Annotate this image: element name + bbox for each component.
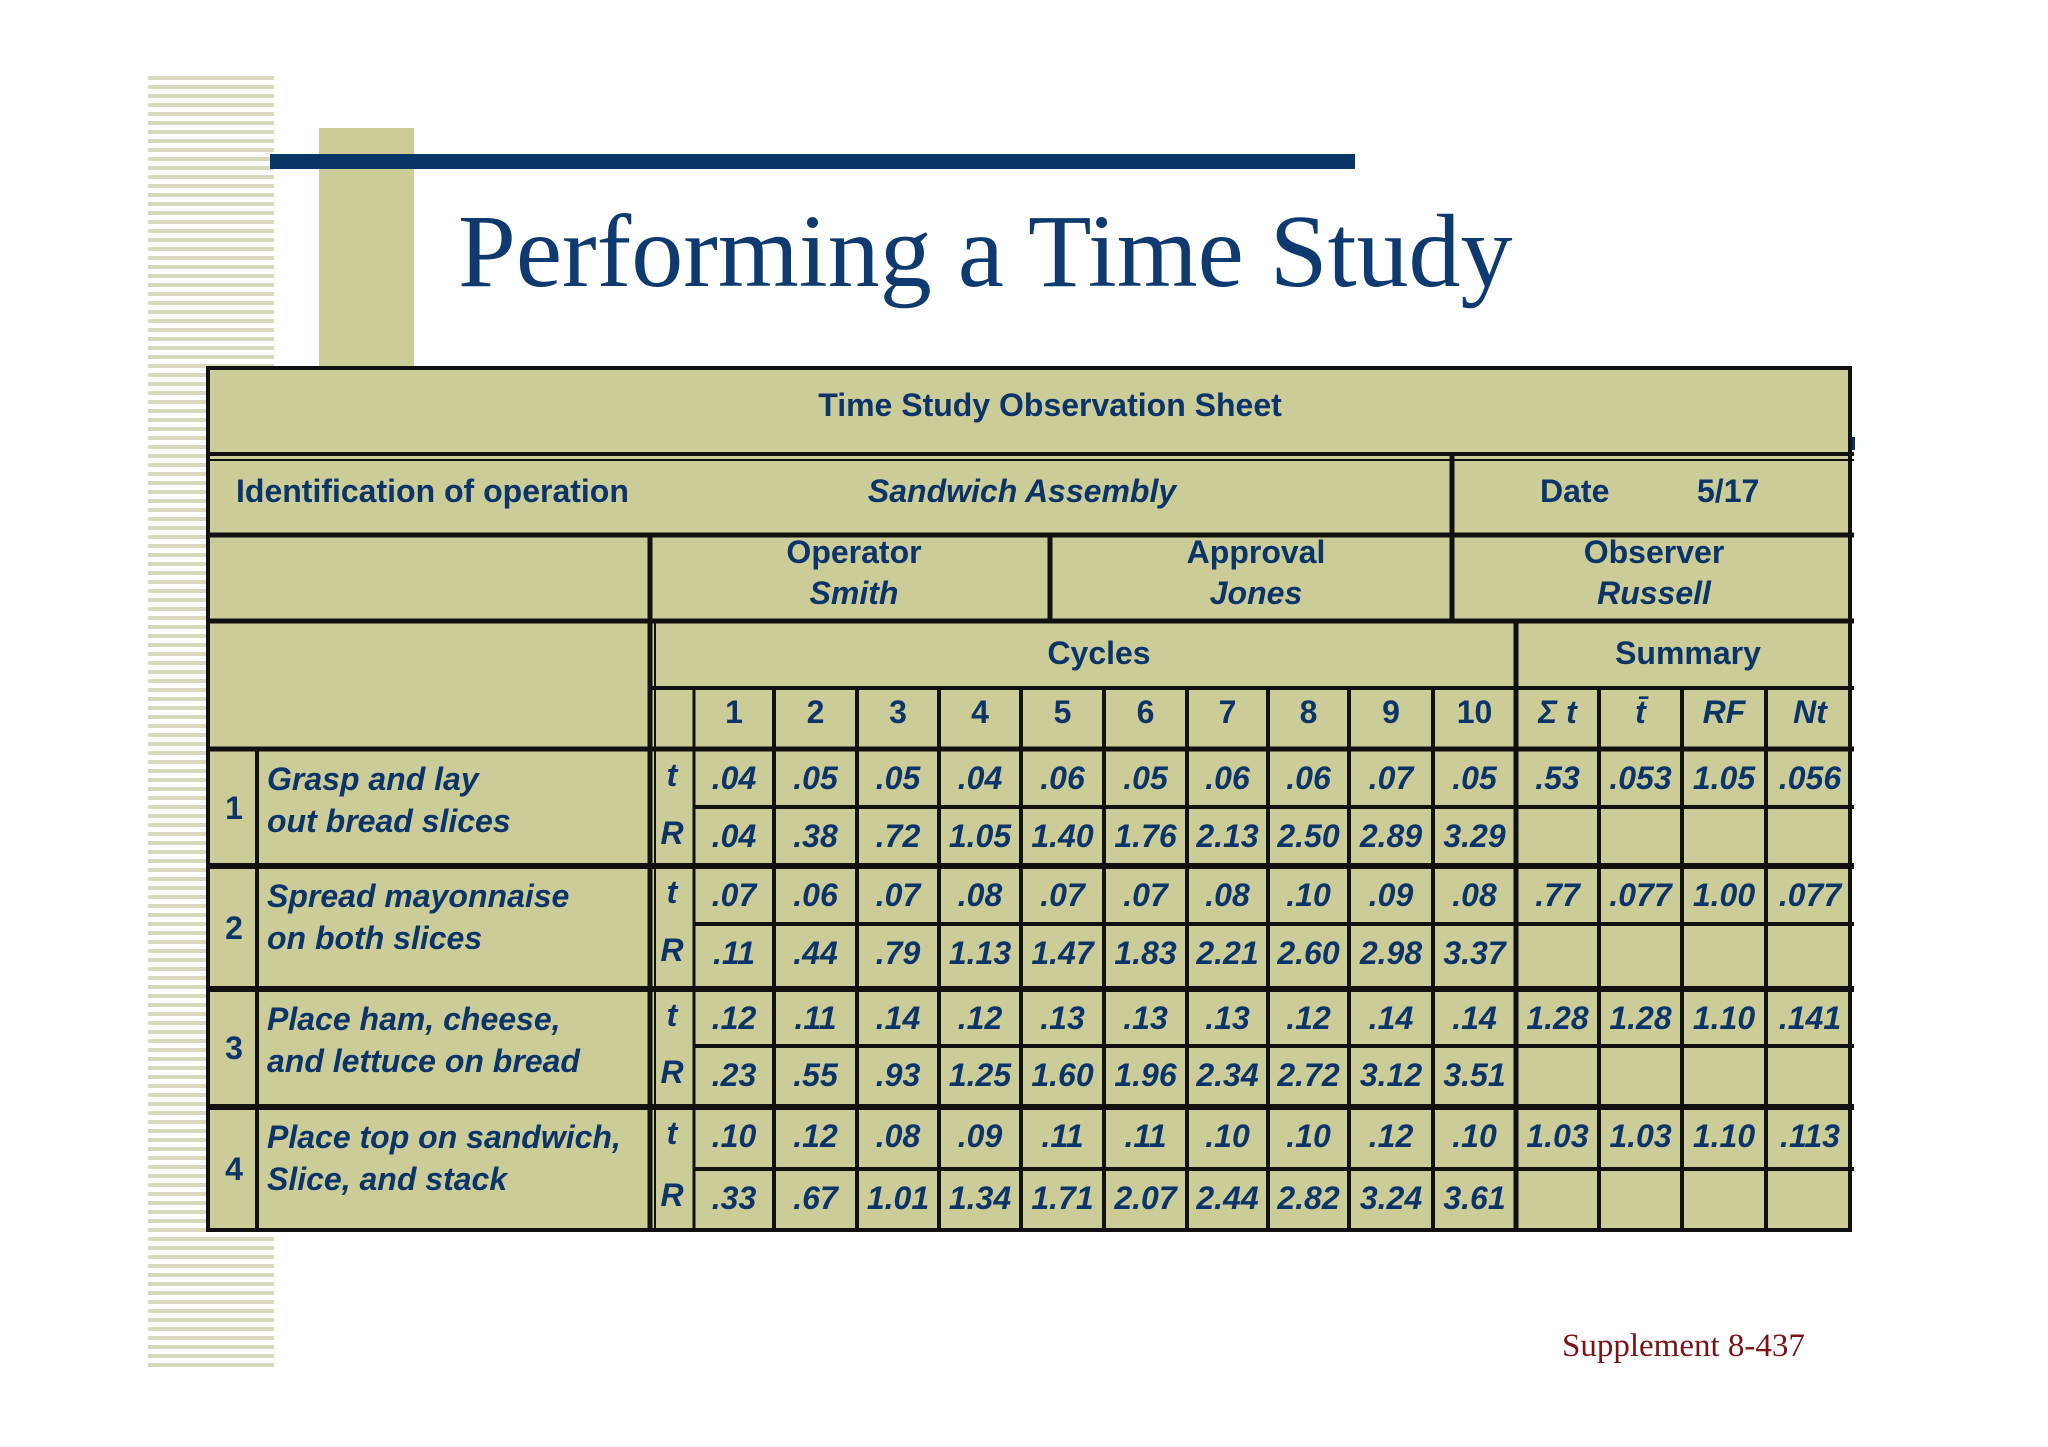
person-name-approval: Jones (1209, 575, 1303, 611)
r-label: R (660, 932, 684, 968)
t-value: .14 (1452, 1000, 1497, 1036)
cycles-label: Cycles (1047, 635, 1151, 671)
cycle-number-4: 4 (971, 694, 989, 730)
r-value: 1.60 (1031, 1057, 1094, 1093)
t-value: .08 (1205, 877, 1250, 913)
r-value: .93 (875, 1057, 921, 1093)
t-bar-value: 1.28 (1609, 1000, 1672, 1036)
r-value: 2.50 (1277, 818, 1340, 854)
t-value: .10 (1286, 877, 1331, 913)
slide-title: Performing a Time Study (458, 194, 1513, 309)
person-name-operator: Smith (809, 575, 899, 611)
t-value: .10 (1286, 1118, 1331, 1154)
element-description-line1: Grasp and lay (267, 761, 479, 797)
t-value: .04 (711, 760, 757, 796)
t-value: .12 (957, 1000, 1003, 1036)
t-value: .07 (1040, 877, 1085, 913)
element-description-line2: and lettuce on bread (267, 1043, 580, 1079)
t-value: .11 (1041, 1118, 1084, 1154)
r-value: 1.13 (948, 935, 1012, 971)
t-value: .12 (1368, 1118, 1414, 1154)
rf-value: 1.10 (1692, 1000, 1756, 1036)
r-value: 1.96 (1114, 1057, 1177, 1093)
r-value: 1.76 (1114, 818, 1177, 854)
r-value: .67 (793, 1180, 838, 1216)
r-value: 1.83 (1114, 935, 1177, 971)
t-label: t (666, 757, 678, 793)
operation-name: Sandwich Assembly (867, 473, 1177, 509)
t-bar-header: t̄ (1635, 694, 1646, 730)
r-value: 1.05 (948, 818, 1012, 854)
element-description-line2: on both slices (267, 920, 483, 956)
t-value: .10 (711, 1118, 757, 1154)
nt-value: .113 (1780, 1118, 1840, 1154)
date-label: Date (1540, 473, 1610, 509)
r-value: 2.07 (1114, 1180, 1177, 1216)
t-value: .11 (1124, 1118, 1167, 1154)
person-name-observer: Russell (1597, 575, 1711, 611)
t-value: .05 (875, 760, 921, 796)
cycle-number-1: 1 (725, 694, 743, 730)
element-description-line2: out bread slices (267, 803, 511, 839)
nt-value: .077 (1778, 877, 1842, 913)
t-value: .13 (1040, 1000, 1085, 1036)
r-label: R (660, 1054, 684, 1090)
cycle-number-9: 9 (1382, 694, 1400, 730)
rf-header: RF (1702, 694, 1746, 730)
sum-t-value: 1.28 (1526, 1000, 1589, 1036)
r-value: 2.13 (1196, 818, 1259, 854)
r-value: .04 (711, 818, 757, 854)
r-value: 1.71 (1031, 1180, 1094, 1216)
t-value: .06 (1286, 760, 1331, 796)
r-value: .44 (793, 935, 838, 971)
cycle-number-8: 8 (1299, 694, 1318, 730)
t-value: .14 (875, 1000, 921, 1036)
r-value: 2.98 (1359, 935, 1423, 971)
r-value: 2.82 (1277, 1180, 1340, 1216)
person-role-operator: Operator (786, 534, 922, 570)
r-value: 2.34 (1196, 1057, 1259, 1093)
sheet-title: Time Study Observation Sheet (818, 387, 1282, 423)
cycle-number-5: 5 (1053, 694, 1072, 730)
t-value: .09 (957, 1118, 1003, 1154)
r-value: .38 (793, 818, 838, 854)
rf-value: 1.05 (1692, 760, 1756, 796)
t-value: .12 (1286, 1000, 1331, 1036)
time-study-observation-sheet (206, 366, 1852, 1232)
cycle-number-10: 10 (1456, 694, 1493, 730)
nt-value: .056 (1778, 760, 1842, 796)
t-bar-value: .077 (1609, 877, 1672, 913)
slide-footer: Supplement 8-437 (1562, 1328, 1805, 1364)
r-value: 3.51 (1443, 1057, 1506, 1093)
r-label: R (660, 1177, 684, 1213)
sum-t-value: .53 (1535, 760, 1580, 796)
rf-value: 1.10 (1692, 1118, 1756, 1154)
nt-value: .141 (1778, 1000, 1842, 1036)
cycle-number-6: 6 (1136, 694, 1155, 730)
r-value: 2.60 (1277, 935, 1340, 971)
t-value: .05 (1452, 760, 1497, 796)
element-description-line1: Place top on sandwich, (267, 1119, 621, 1155)
title-rule (270, 154, 1355, 169)
r-value: .55 (793, 1057, 838, 1093)
r-value: 1.40 (1031, 818, 1094, 854)
r-value: 3.61 (1443, 1180, 1506, 1216)
cycle-number-2: 2 (806, 694, 825, 730)
person-role-observer: Observer (1583, 534, 1725, 570)
t-value: .06 (1205, 760, 1250, 796)
r-value: 3.12 (1359, 1057, 1423, 1093)
sum-t-value: .77 (1535, 877, 1580, 913)
t-value: .08 (875, 1118, 921, 1154)
t-value: .12 (793, 1118, 838, 1154)
t-value: .06 (1040, 760, 1085, 796)
r-value: .33 (711, 1180, 757, 1216)
t-value: .07 (875, 877, 921, 913)
r-value: .72 (875, 818, 921, 854)
r-value: 3.29 (1443, 818, 1506, 854)
t-value: .07 (1123, 877, 1168, 913)
element-number: 4 (225, 1150, 243, 1187)
t-value: .04 (957, 760, 1003, 796)
t-value: .07 (1368, 760, 1414, 796)
cycle-number-3: 3 (889, 694, 907, 730)
t-value: .11 (794, 1000, 837, 1036)
date-value: 5/17 (1697, 473, 1760, 509)
t-value: .06 (793, 877, 838, 913)
t-value: .12 (711, 1000, 757, 1036)
t-value: .14 (1368, 1000, 1414, 1036)
nt-header: Nt (1793, 694, 1827, 730)
t-bar-value: .053 (1609, 760, 1672, 796)
element-description-line1: Place ham, cheese, (267, 1001, 561, 1037)
r-value: .11 (712, 935, 756, 971)
r-value: 1.01 (866, 1180, 930, 1216)
r-value: 1.47 (1031, 935, 1094, 971)
t-label: t (666, 997, 678, 1033)
r-value: .79 (875, 935, 921, 971)
t-value: .09 (1368, 877, 1414, 913)
t-value: .05 (1123, 760, 1168, 796)
t-value: .10 (1452, 1118, 1497, 1154)
identification-label: Identification of operation (236, 473, 629, 509)
r-value: 2.72 (1277, 1057, 1340, 1093)
element-number: 1 (225, 789, 243, 826)
r-value: 2.89 (1359, 818, 1423, 854)
r-value: 1.25 (948, 1057, 1012, 1093)
element-number: 3 (225, 1030, 243, 1066)
r-value: 2.44 (1196, 1180, 1259, 1216)
t-value: .13 (1205, 1000, 1250, 1036)
t-value: .08 (957, 877, 1003, 913)
r-value: .23 (711, 1057, 757, 1093)
summary-label: Summary (1615, 635, 1761, 671)
r-value: 2.21 (1196, 935, 1259, 971)
sum-t-header: Σ t (1538, 694, 1577, 730)
t-label: t (666, 874, 678, 910)
r-value: 1.34 (948, 1180, 1012, 1216)
t-value: .07 (711, 877, 757, 913)
t-value: .05 (793, 760, 838, 796)
t-value: .08 (1452, 877, 1497, 913)
t-label: t (666, 1115, 678, 1151)
r-label: R (660, 815, 684, 851)
rf-value: 1.00 (1692, 877, 1756, 913)
t-value: .10 (1205, 1118, 1250, 1154)
r-value: 3.24 (1359, 1180, 1423, 1216)
t-value: .13 (1123, 1000, 1168, 1036)
t-bar-value: 1.03 (1609, 1118, 1672, 1154)
element-description-line2: Slice, and stack (267, 1161, 508, 1197)
element-description-line1: Spread mayonnaise (267, 878, 570, 914)
r-value: 3.37 (1443, 935, 1506, 971)
sum-t-value: 1.03 (1526, 1118, 1589, 1154)
cycle-number-7: 7 (1218, 694, 1237, 730)
person-role-approval: Approval (1186, 534, 1326, 570)
element-number: 2 (225, 909, 243, 946)
